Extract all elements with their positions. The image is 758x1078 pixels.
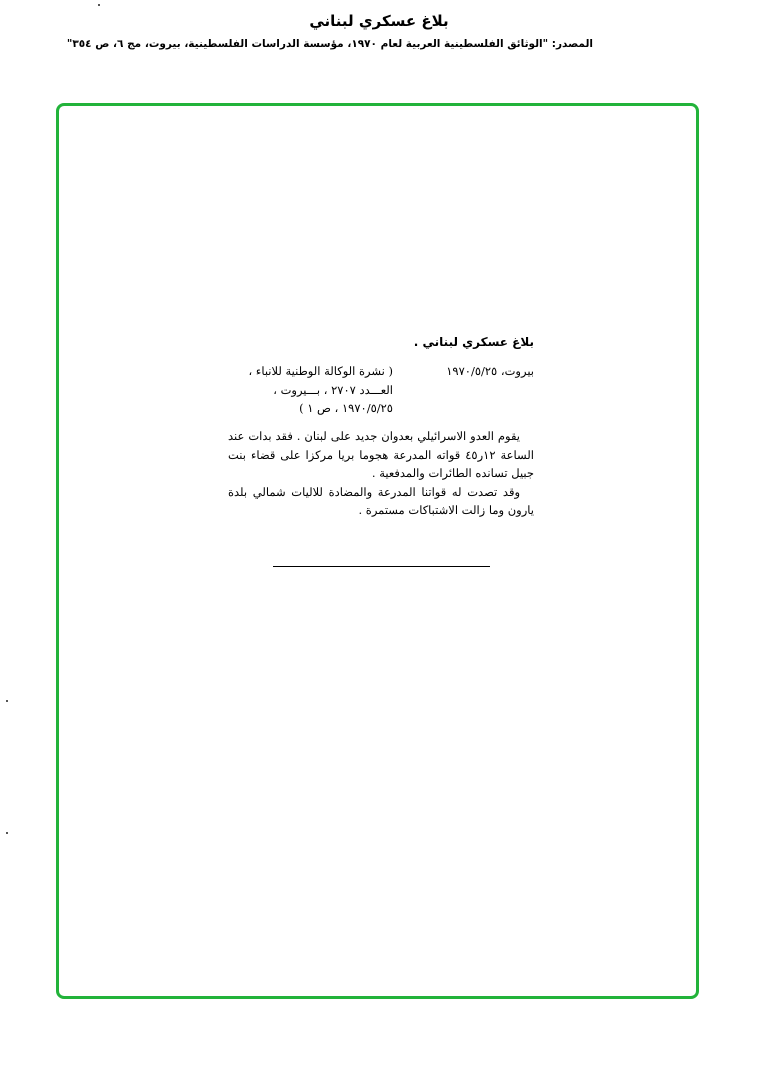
- citation-line: ( نشرة الوكالة الوطنية للانباء ،: [248, 364, 393, 379]
- document-title: بلاغ عسكري لبناني .: [413, 335, 534, 349]
- date-line: بيروت، ١٩٧٠/٥/٢٥: [446, 364, 534, 379]
- body-paragraph: وقد تصدت له قواتنا المدرعة والمضادة للاليات شمالي بلدة يارون وما زالت الاشتباكات مستمرة .: [228, 484, 534, 517]
- source-citation: المصدر: "الوثائق الفلسطينية العربية لعام ١٩٧٠، مؤسسة الدراسات الفلسطينية، بيروت، مج ٦، ص ٣٥٤": [66, 38, 593, 50]
- scanned-page-frame: [56, 103, 699, 999]
- document-meta: [228, 362, 534, 417]
- citation-line: ١٩٧٠/٥/٢٥ ، ص ١ ): [299, 400, 393, 415]
- scan-speck: [6, 832, 8, 834]
- scan-speck: [98, 4, 100, 6]
- publication-citation: [228, 362, 393, 417]
- body-paragraph: يقوم العدو الاسرائيلي بعدوان جديد على لبنان . فقد بدات عند الساعة ١٢ر٤٥ قواته المدرعة هجوما بريا مركزا على قضاء بنت جبيل تسانده الطائرات والمدفعية .: [228, 429, 534, 481]
- citation-line: العـــدد ٢٧٠٧ ، بـــيروت ،: [273, 382, 393, 397]
- scan-speck: [6, 700, 8, 702]
- horizontal-rule: [273, 566, 490, 567]
- page-title: بلاغ عسكري لبناني: [309, 12, 449, 30]
- scanned-document: [228, 333, 534, 519]
